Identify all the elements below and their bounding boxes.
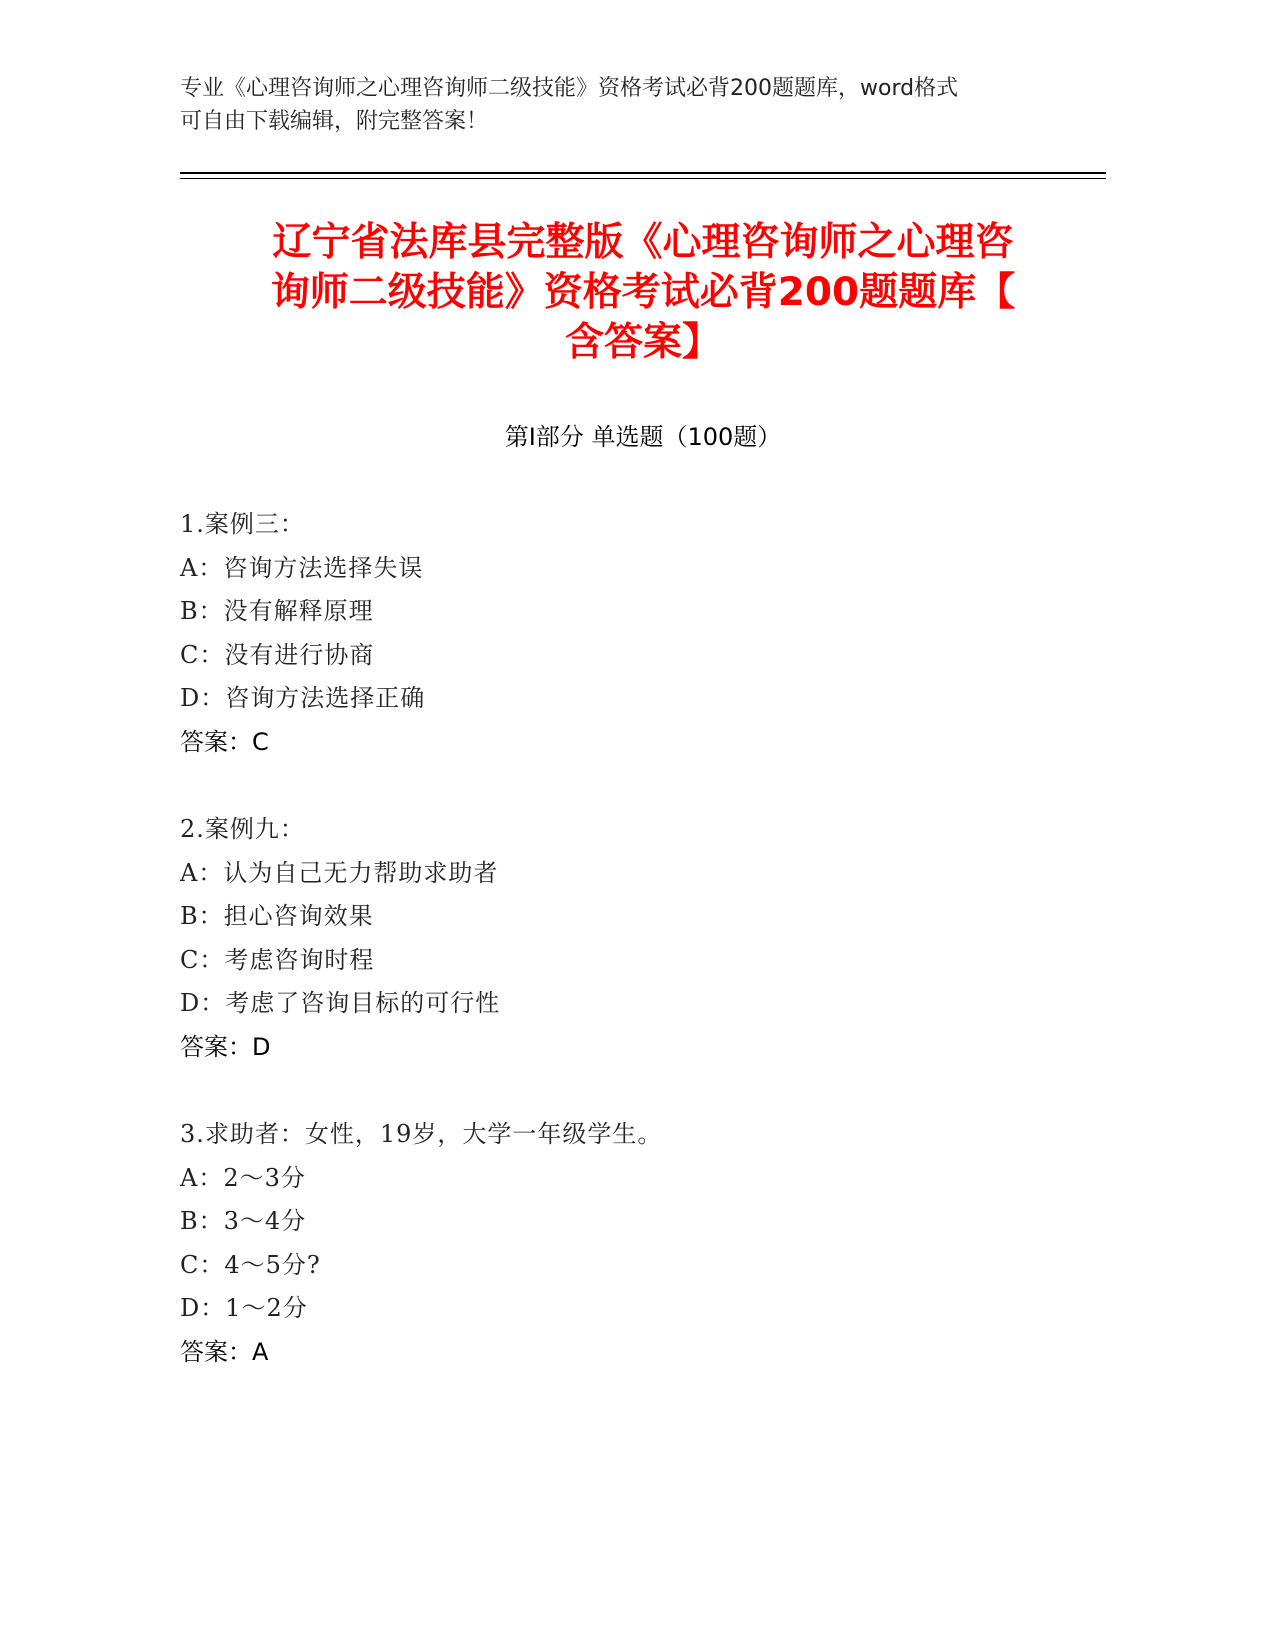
question-stem: 1.案例三： xyxy=(180,510,305,538)
answer-line: 答案：A xyxy=(180,1337,269,1366)
answer-line: 答案：C xyxy=(180,727,269,756)
section-heading: 第Ⅰ部分 单选题（100题） xyxy=(504,423,782,451)
question-stem: 2.案例九： xyxy=(180,815,305,843)
option-b: B：3～4分 xyxy=(180,1207,307,1235)
option-c: C：没有进行协商 xyxy=(180,640,375,669)
option-a: A：认为自己无力帮助求助者 xyxy=(180,858,499,887)
question-block-1 xyxy=(180,503,1080,764)
header-divider-thin xyxy=(180,178,1106,179)
document-title-line-2: 询师二级技能》资格考试必背200题题库【 xyxy=(270,270,1016,315)
option-a: A：2～3分 xyxy=(180,1163,306,1192)
document-title xyxy=(180,218,1106,368)
option-a: A：咨询方法选择失误 xyxy=(180,553,424,582)
answer-line: 答案：D xyxy=(180,1032,271,1061)
question-stem: 3.求助者：女性，19岁，大学一年级学生。 xyxy=(180,1120,663,1148)
option-c: C：考虑咨询时程 xyxy=(180,945,375,974)
option-d: D：1～2分 xyxy=(180,1294,308,1322)
question-block-3 xyxy=(180,1113,1080,1374)
document-title-line-3: 含答案】 xyxy=(564,320,721,365)
header-note xyxy=(180,72,1080,138)
header-note-line-1: 专业《心理咨询师之心理咨询师二级技能》资格考试必背200题题库，word格式 xyxy=(180,76,959,101)
option-b: B：担心咨询效果 xyxy=(180,902,374,930)
option-d: D：咨询方法选择正确 xyxy=(180,684,426,712)
question-block-2 xyxy=(180,808,1080,1069)
header-note-line-2: 可自由下载编辑，附完整答案！ xyxy=(180,109,489,134)
option-d: D：考虑了咨询目标的可行性 xyxy=(180,989,501,1017)
option-b: B：没有解释原理 xyxy=(180,597,374,625)
header-divider-thick xyxy=(180,172,1106,174)
option-c: C：4～5分? xyxy=(180,1250,321,1279)
document-title-line-1: 辽宁省法库县完整版《心理咨询师之心理咨 xyxy=(272,220,1014,265)
